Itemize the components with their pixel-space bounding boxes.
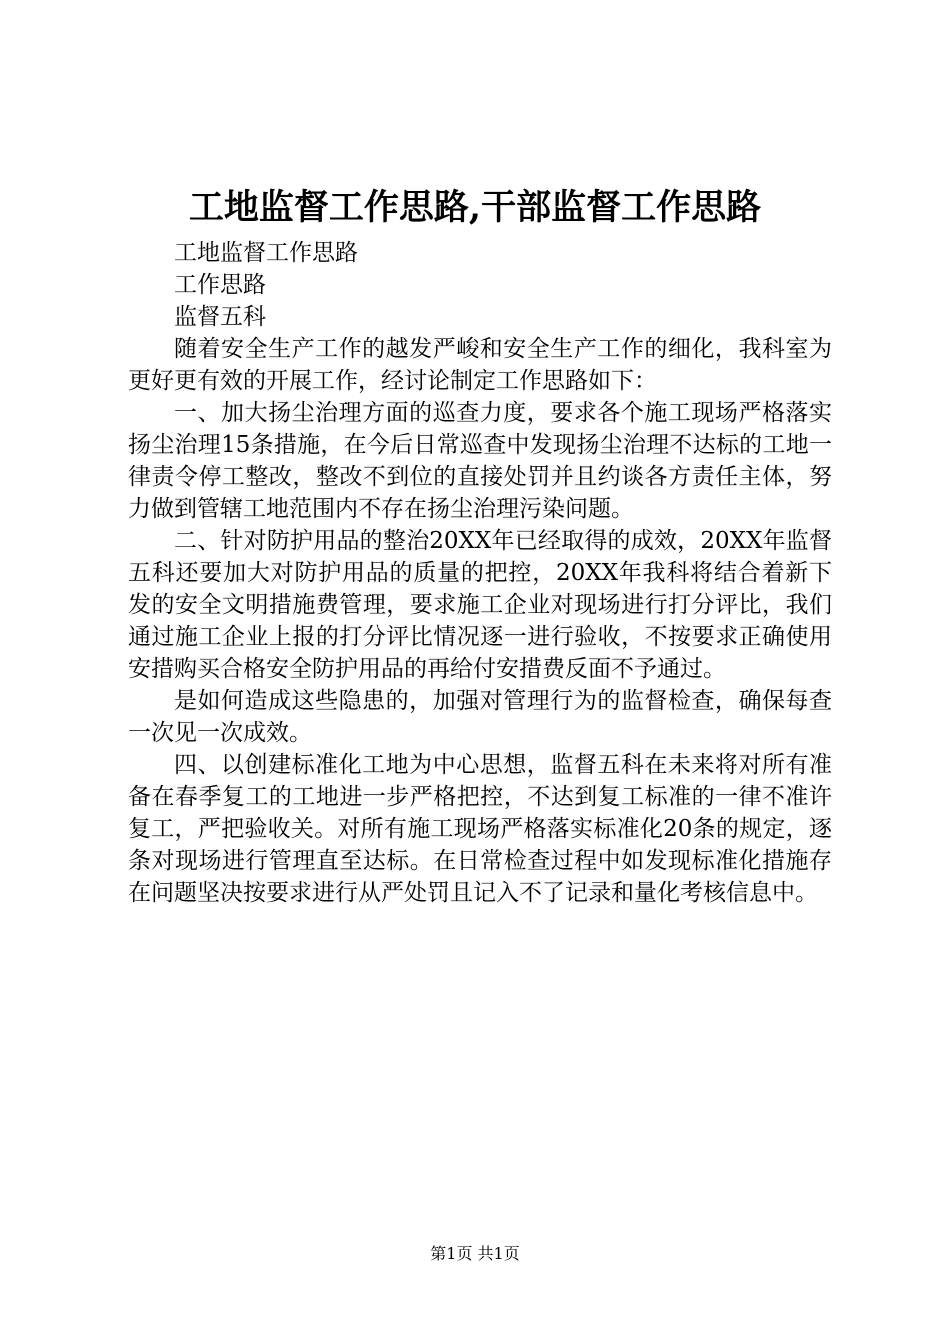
paragraph-intro: 随着安全生产工作的越发严峻和安全生产工作的细化，我科室为更好更有效的开展工作，经讨论制定工作思路如下： <box>128 336 832 394</box>
document-body <box>128 237 832 909</box>
paragraph-item-3: 是如何造成这些隐患的，加强对管理行为的监督检查，确保每查一次见一次成效。 <box>128 688 832 746</box>
page-footer: 第1页 共1页 <box>430 1244 520 1263</box>
paragraph-item-2: 二、针对防护用品的整治20XX年已经取得的成效，20XX年监督五科还要加大对防护用品的质量的把控，20XX年我科将结合着新下发的安全文明措施费管理，要求施工企业对现场进行打分评比，我们通过施工企业上报的打分评比情况逐一进行验收，不按要求正确使用安措购买合格安全防护用品的再给付安措费反面不予通过。 <box>128 528 832 682</box>
paragraph-subtitle: 工地监督工作思路 <box>174 240 358 266</box>
paragraph-item-4: 四、以创建标准化工地为中心思想，监督五科在未来将对所有准备在春季复工的工地进一步严格把控，不达到复工标准的一律不准许复工，严把验收关。对所有施工现场严格落实标准化20条的规定，逐条对现场进行管理直至达标。在日常检查过程中如发现标准化措施存在问题坚决按要求进行从严处罚且记入不了记录和量化考核信息中。 <box>128 752 832 906</box>
document-title: 工地监督工作思路,干部监督工作思路 <box>188 187 762 228</box>
paragraph-item-1: 一、加大扬尘治理方面的巡查力度，要求各个施工现场严格落实扬尘治理15条措施，在今后日常巡查中发现扬尘治理不达标的工地一律责令停工整改，整改不到位的直接处罚并且约谈各方责任主体，努力做到管辖工地范围内不存在扬尘治理污染问题。 <box>128 400 832 522</box>
paragraph-department: 监督五科 <box>174 304 266 330</box>
paragraph-heading: 工作思路 <box>174 272 266 298</box>
